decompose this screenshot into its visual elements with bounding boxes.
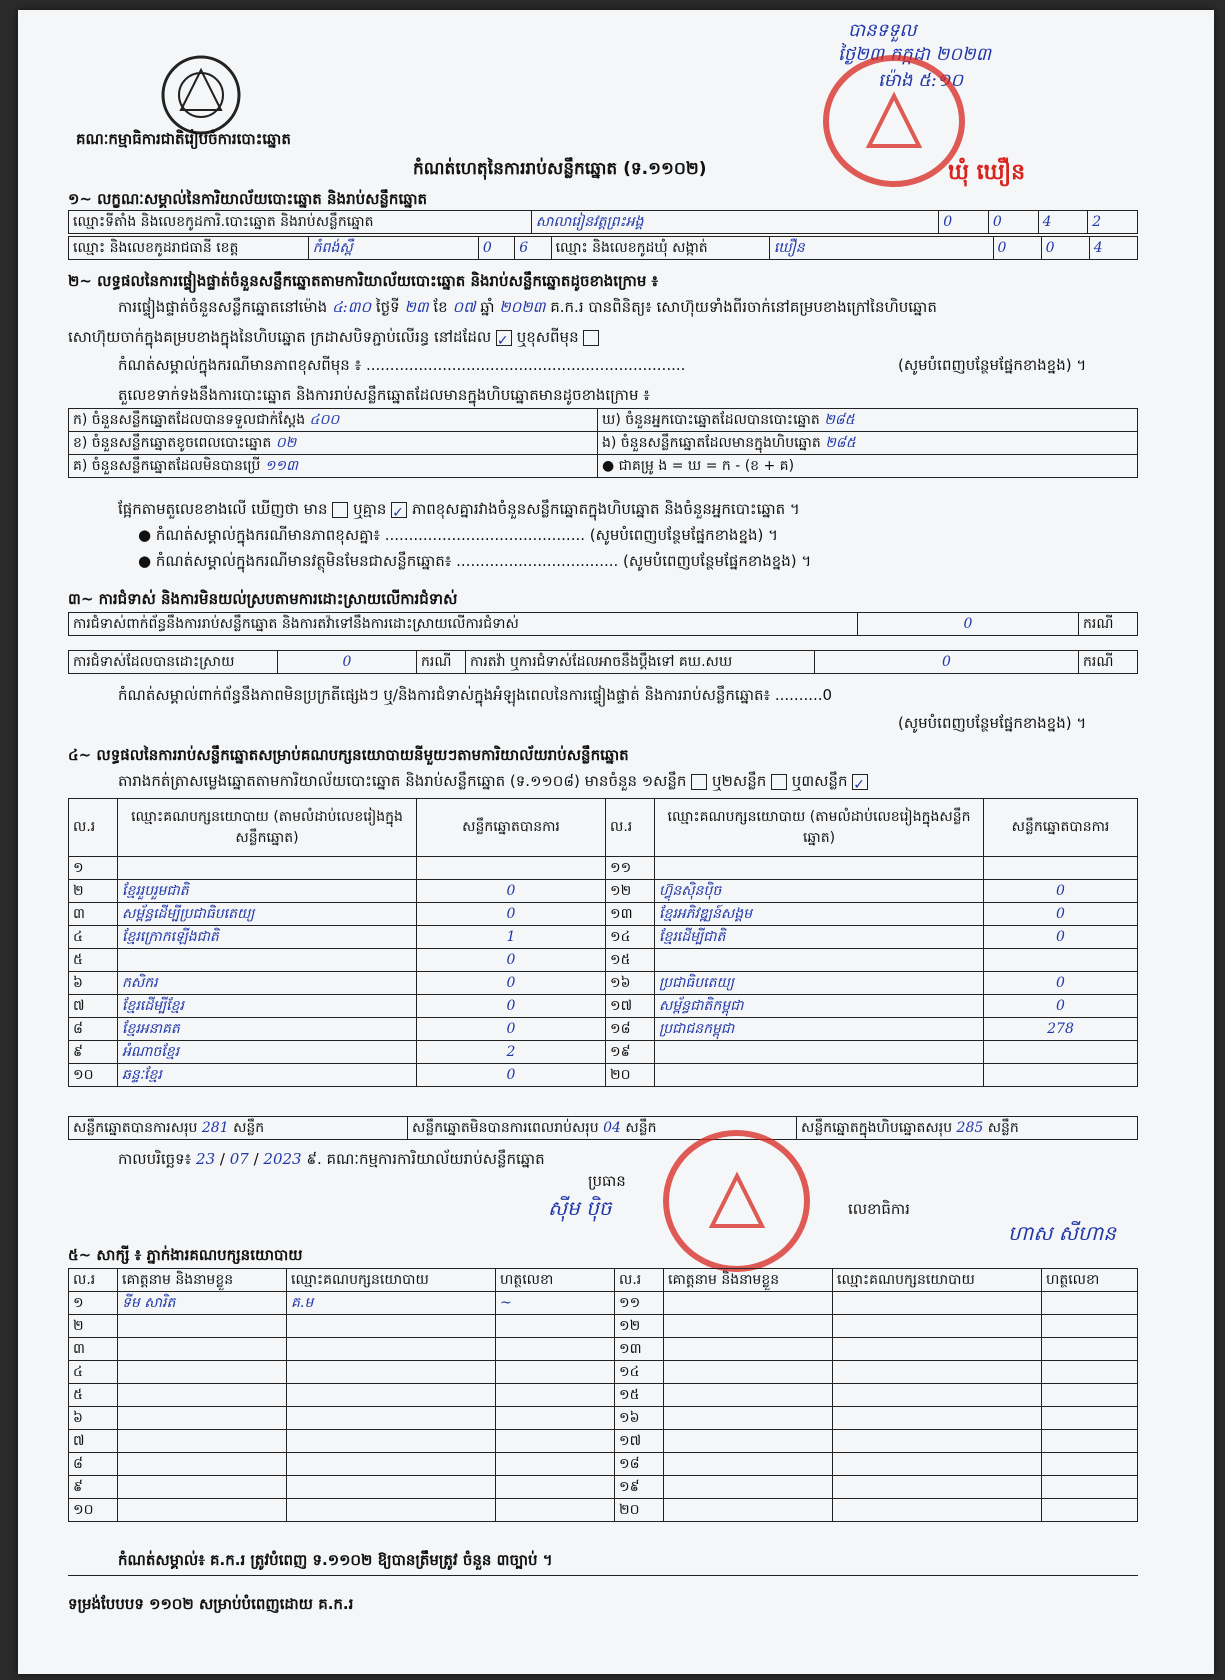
- complaint-unit: ករណី: [1079, 613, 1138, 636]
- code-digit: 0: [993, 237, 1041, 260]
- code-digit: 0: [939, 211, 989, 234]
- party-votes: 0: [984, 926, 1138, 949]
- witness-party: [287, 1315, 496, 1338]
- row-number: ២: [69, 880, 118, 903]
- text: សន្លឹកឆ្នោតមិនបានការពេលរាប់សរុប: [412, 1119, 599, 1136]
- table-row: [69, 1292, 1138, 1315]
- row-number: ១១: [615, 1292, 664, 1315]
- in-box-value: 285: [956, 1119, 984, 1136]
- col-header: ល.រ: [69, 1269, 118, 1292]
- witness-party: [833, 1338, 1042, 1361]
- reconciliation-table: [68, 408, 1138, 478]
- received-time: ម៉ោង ៥:១០: [878, 70, 964, 91]
- section-3-note: កំណត់សម្គាល់ពាក់ព័ន្ធនឹងភាពមិនប្រក្រតីផ្សេងៗ ឬ/និងការជំទាស់ក្នុងអំឡុងពេលនៃការផ្ទៀងផ្ទាត់ និងការរាប់សន្លឹកឆ្នោត៖ ..........0: [118, 686, 833, 704]
- row-number: ៨: [69, 1018, 118, 1041]
- col-header: ឈ្មោះគណបក្សនយោបាយ: [287, 1269, 496, 1292]
- witness-signature: [496, 1430, 615, 1453]
- complaint-value: 0: [858, 613, 1079, 636]
- row-number: ១៧: [615, 1430, 664, 1453]
- text: សន្លឹក: [987, 1119, 1019, 1136]
- row-number: ១៩: [606, 1041, 655, 1064]
- witness-name: [664, 1476, 833, 1499]
- text: សន្លឹក: [625, 1119, 657, 1136]
- reconcile-value: ២៨៥: [824, 411, 855, 428]
- witness-signature: [1042, 1430, 1138, 1453]
- party-name: [655, 949, 984, 972]
- party-name: [118, 857, 417, 880]
- witness-party: [833, 1476, 1042, 1499]
- table-row: [69, 1476, 1138, 1499]
- party-votes: 278: [984, 1018, 1138, 1041]
- code-digit: 0: [478, 237, 514, 260]
- party-name: សម្ព័ន្ធជាតិកម្ពុជា: [655, 995, 984, 1018]
- party-votes: 0: [417, 1018, 606, 1041]
- count-year: ២០២៣: [499, 298, 546, 316]
- date-day: 23: [196, 1150, 216, 1168]
- seal-emblem-icon: [859, 91, 929, 151]
- row-number: ១១: [606, 857, 655, 880]
- party-name: ហ៊្វុនស៊ិនប៉ិច: [655, 880, 984, 903]
- date-year: 2023: [263, 1150, 302, 1168]
- complaint-value: 0: [278, 651, 417, 674]
- table-row: [69, 1361, 1138, 1384]
- commune-name-stamp: ឃុំ ឃឿន: [948, 160, 1026, 185]
- witness-signature: [1042, 1361, 1138, 1384]
- reconcile-value: ០២: [275, 434, 297, 451]
- text: ភាពខុសគ្នារវាងចំនួនសន្លឹកឆ្នោតក្នុងហិបឆ្នោត និងចំនួនអ្នកបោះឆ្នោត ។: [411, 500, 800, 518]
- witness-party: [833, 1292, 1042, 1315]
- col-header: ឈ្មោះគណបក្សនយោបាយ (តាមលំដាប់លេខរៀងក្នុងសន្លឹកឆ្នោត): [118, 799, 417, 857]
- witness-party: [833, 1361, 1042, 1384]
- party-votes: 0: [417, 1064, 606, 1087]
- form-title: កំណត់ហេតុនៃការរាប់សន្លឹកឆ្នោត (ទ.១១០២): [413, 159, 707, 179]
- seal-not-intact-checkbox[interactable]: [583, 330, 599, 346]
- witness-party: [287, 1361, 496, 1384]
- party-votes: 0: [984, 903, 1138, 926]
- witness-name: [664, 1499, 833, 1522]
- witness-party: [287, 1476, 496, 1499]
- party-votes: 2: [417, 1041, 606, 1064]
- col-header: ឈ្មោះគណបក្សនយោបាយ: [833, 1269, 1042, 1292]
- total-cast-value: 281: [201, 1119, 229, 1136]
- party-name: កសិករ: [118, 972, 417, 995]
- col-header: សន្លឹកឆ្នោតបានការ: [417, 799, 606, 857]
- witness-name: [664, 1407, 833, 1430]
- witness-signature: [1042, 1338, 1138, 1361]
- party-votes: 0: [417, 880, 606, 903]
- witness-table: [68, 1268, 1138, 1522]
- section-2-title: ២~ លទ្ធផលនៃការផ្ទៀងផ្ទាត់ចំនួនសន្លឹកឆ្នោតតាមការិយាល័យបោះឆ្នោត និងរាប់សន្លឹកឆ្នោតដូចខាងក្រោម ៖: [68, 272, 659, 290]
- witness-signature: [496, 1315, 615, 1338]
- party-votes: [984, 949, 1138, 972]
- col-header: ល.រ: [606, 799, 655, 857]
- table-row: [69, 1041, 1138, 1064]
- commune-seal-top: [823, 55, 965, 187]
- secretary-name: ហាស សីហាន: [1008, 1221, 1116, 1245]
- party-name: [655, 1041, 984, 1064]
- witness-party: [287, 1384, 496, 1407]
- witness-signature: [1042, 1453, 1138, 1476]
- section-3-hint: (សូមបំពេញបន្ថែមផ្នែកខាងខ្នង) ។: [898, 714, 1087, 732]
- party-name: ប្រជាធិបតេយ្យ: [655, 972, 984, 995]
- party-name: ឆន្ទៈខ្មែរ: [118, 1064, 417, 1087]
- chair-label: ប្រធាន: [588, 1172, 626, 1190]
- table-row: [69, 1064, 1138, 1087]
- polling-station-label: ឈ្មោះទីតាំង និងលេខកូដការិ.បោះឆ្នោត និងរាប់សន្លឹកឆ្នោត: [69, 211, 532, 234]
- row-number: ១៣: [606, 903, 655, 926]
- witness-party: [287, 1430, 496, 1453]
- section-4-title: ៤~ លទ្ធផលនៃការរាប់សន្លឹកឆ្នោតសម្រាប់គណបក្សនយោបាយនីមួយៗតាមការិយាល័យរាប់សន្លឹកឆ្នោត: [68, 746, 629, 764]
- witness-name: [664, 1338, 833, 1361]
- footer-form-ref: ទម្រង់បែបបទ ១១០២ សម្រាប់បំពេញដោយ គ.ក.រ: [68, 1595, 354, 1613]
- witness-signature: [496, 1361, 615, 1384]
- witness-name: [664, 1361, 833, 1384]
- col-header: ហត្ថលេខា: [496, 1269, 615, 1292]
- col-header: សន្លឹកឆ្នោតបានការ: [984, 799, 1138, 857]
- ballot-form-page: [18, 10, 1214, 1674]
- province-label: ឈ្មោះ និងលេខកូដរាជធានី ខេត្ត: [69, 237, 309, 260]
- code-digit: 0: [1041, 237, 1089, 260]
- province-value: កំពង់ស្ពឺ: [308, 237, 478, 260]
- witness-name: [664, 1384, 833, 1407]
- party-votes: [984, 1064, 1138, 1087]
- party-name: ខ្មែររួបរួមជាតិ: [118, 880, 417, 903]
- table-row: [69, 926, 1138, 949]
- witness-party: [833, 1407, 1042, 1430]
- witness-name: [118, 1499, 287, 1522]
- commune-value: ឃឿន: [769, 237, 993, 260]
- code-digit: 0: [988, 211, 1038, 234]
- section-1-title: ១~ លក្ខណៈសម្គាល់នៃការិយាល័យបោះឆ្នោត និងរាប់សន្លឹកឆ្នោត: [68, 190, 428, 208]
- secretary-label: លេខាធិការ: [848, 1200, 910, 1218]
- code-digit: 2: [1088, 211, 1138, 234]
- footer-note: កំណត់សម្គាល់៖ គ.ក.រ ត្រូវបំពេញ ទ.១១០២ ឱ្យបានត្រឹមត្រូវ ចំនួន ៣ច្បាប់ ។: [118, 1551, 553, 1569]
- text: ខែ: [433, 298, 448, 316]
- row-number: ១៨: [606, 1018, 655, 1041]
- text: សោហ៊ុយចាក់ក្នុងគម្របខាងក្នុងនៃហិបឆ្នោត ក្រដាសបិទភ្ជាប់លើរន្ធ នៅដដែល: [68, 328, 492, 346]
- received-note: បានទទួល: [848, 20, 917, 41]
- code-digit: 4: [1089, 237, 1137, 260]
- seal-emblem-icon: [702, 1171, 772, 1231]
- section-1-table: [68, 210, 1138, 234]
- party-name: ខ្មែរអនាគត: [118, 1018, 417, 1041]
- date-month: 07: [229, 1150, 249, 1168]
- section-4-sub: [118, 772, 868, 794]
- table-row: [69, 1315, 1138, 1338]
- received-date: ថ្ងៃ២៣ កក្កដា ២០២៣: [838, 44, 991, 65]
- col-header: ល.រ: [615, 1269, 664, 1292]
- witness-signature: [496, 1453, 615, 1476]
- row-number: ៥: [69, 1384, 118, 1407]
- col-header: ល.រ: [69, 799, 118, 857]
- row-number: ៣: [69, 903, 118, 926]
- party-votes: 0: [417, 972, 606, 995]
- table-row: [69, 1407, 1138, 1430]
- text: ៩. គណៈកម្មការការិយាល័យរាប់សន្លឹកឆ្នោត: [306, 1150, 545, 1168]
- row-number: ៦: [69, 972, 118, 995]
- witness-party: [833, 1384, 1042, 1407]
- witness-signature: [496, 1476, 615, 1499]
- witness-signature: [496, 1338, 615, 1361]
- count-day: ២៣: [404, 298, 429, 316]
- party-votes: 0: [984, 972, 1138, 995]
- reconcile-value: ២៨៥: [825, 434, 856, 451]
- row-number: ៣: [69, 1338, 118, 1361]
- section-2-note-hint: (សូមបំពេញបន្ថែមផ្នែកខាងខ្នង) ។: [898, 356, 1087, 374]
- witness-signature: [1042, 1407, 1138, 1430]
- row-number: ៦: [69, 1407, 118, 1430]
- party-votes: 0: [417, 949, 606, 972]
- table-row: [69, 1018, 1138, 1041]
- row-number: ២០: [615, 1499, 664, 1522]
- table-row: [69, 949, 1138, 972]
- reconcile-value: ៤០០: [309, 411, 340, 428]
- totals-table: [68, 1116, 1138, 1140]
- table-row: [69, 1338, 1138, 1361]
- text: ផ្អែកតាមតួលេខខាងលើ ឃើញថា មាន: [118, 500, 328, 518]
- witness-name: [664, 1430, 833, 1453]
- witness-name: [664, 1292, 833, 1315]
- witness-party: [287, 1407, 496, 1430]
- seal-intact-checkbox[interactable]: [496, 330, 512, 346]
- row-number: ១២: [606, 880, 655, 903]
- col-header: ហត្ថលេខា: [1042, 1269, 1138, 1292]
- row-number: ៧: [69, 995, 118, 1018]
- text: សន្លឹកឆ្នោតបានការសរុប: [73, 1119, 198, 1136]
- text: ឬ២សន្លឹក: [712, 772, 767, 790]
- row-number: ១៦: [606, 972, 655, 995]
- count-month: ០៧: [452, 298, 476, 316]
- party-name: ប្រជាជនកម្ពុជា: [655, 1018, 984, 1041]
- witness-name: [118, 1476, 287, 1499]
- table-row: [69, 1499, 1138, 1522]
- row-number: ១៥: [615, 1384, 664, 1407]
- witness-signature: [496, 1407, 615, 1430]
- text: ការផ្ទៀងផ្ទាត់ចំនួនសន្លឹកឆ្នោតនៅម៉ោង: [118, 298, 328, 316]
- party-votes: [417, 857, 606, 880]
- table-row: [69, 995, 1138, 1018]
- party-name: [118, 949, 417, 972]
- text: ឬ៣សន្លឹក: [791, 772, 848, 790]
- row-number: ៤: [69, 926, 118, 949]
- party-name: ខ្មែរក្រោកឡើងជាតិ: [118, 926, 417, 949]
- complaint-label: ការជំទាស់ពាក់ព័ន្ធនឹងការរាប់សន្លឹកឆ្នោត និងការតវ៉ាទៅនឹងការដោះស្រាយលើការជំទាស់: [69, 613, 858, 636]
- row-number: ១៤: [615, 1361, 664, 1384]
- diff-note-2: ● កំណត់សម្គាល់ក្នុងករណីមានវត្ថុមិនមែនជាសន្លឹកឆ្នោត៖ .................................. (សូមបំពេញបន្ថែមផ្នែកខាងខ្នង) ។: [138, 552, 812, 570]
- witness-signature: [1042, 1315, 1138, 1338]
- witness-name: [118, 1315, 287, 1338]
- text: ថ្ងៃទី: [375, 298, 400, 316]
- row-number: ១៣: [615, 1338, 664, 1361]
- table-row: [69, 1384, 1138, 1407]
- complaints-table: [68, 612, 1138, 636]
- witness-name: [118, 1430, 287, 1453]
- witness-signature: [496, 1499, 615, 1522]
- sheets-3-checkbox[interactable]: [852, 774, 868, 790]
- nec-emblem-icon: [156, 50, 246, 140]
- text: ឬខុសពីមុន: [516, 328, 579, 346]
- row-number: ១៩: [615, 1476, 664, 1499]
- sheets-2-checkbox[interactable]: [771, 774, 787, 790]
- table-row: [69, 880, 1138, 903]
- diff-no-checkbox[interactable]: [391, 502, 407, 518]
- witness-name: [118, 1407, 287, 1430]
- commune-label: ឈ្មោះ និងលេខកូដឃុំ សង្កាត់: [551, 237, 769, 260]
- section-1-table-row2: [68, 236, 1138, 260]
- party-name: ខ្មែរដើម្បីជាតិ: [655, 926, 984, 949]
- reconcile-label: ឃ) ចំនួនអ្នកបោះឆ្នោតដែលបានបោះឆ្នោត: [602, 411, 820, 428]
- party-name: សម្ព័ន្ធដើម្បីប្រជាធិបតេយ្យ: [118, 903, 417, 926]
- party-name: ខ្មែរដើម្បីខ្មែរ: [118, 995, 417, 1018]
- witness-signature: ~: [496, 1292, 615, 1315]
- complaints-table-row2: [68, 650, 1138, 674]
- table-row: [69, 972, 1138, 995]
- party-votes: 0: [417, 903, 606, 926]
- witness-signature: [1042, 1476, 1138, 1499]
- text: ឬគ្មាន: [353, 500, 387, 518]
- party-votes: [984, 1041, 1138, 1064]
- reconcile-formula: ● ជាគម្រូ ង = ឃ = ក - (ខ + គ): [598, 455, 1138, 478]
- complaint-value: 0: [815, 651, 1079, 674]
- party-name: [655, 857, 984, 880]
- text: កាលបរិច្ឆេទ៖: [118, 1150, 192, 1168]
- col-header: គោត្តនាម និងនាមខ្លួន: [664, 1269, 833, 1292]
- row-number: ១: [69, 857, 118, 880]
- complaint-label: ការជំទាស់ដែលបានដោះស្រាយ: [69, 651, 278, 674]
- divider: [68, 1575, 1138, 1576]
- complaint-label: ការតវ៉ា ឬការជំទាស់ដែលអាចនឹងប្តឹងទៅ គឃ.សឃ: [466, 651, 815, 674]
- row-number: ២: [69, 1315, 118, 1338]
- row-number: ១៥: [606, 949, 655, 972]
- row-number: ៧: [69, 1430, 118, 1453]
- col-header: ឈ្មោះគណបក្សនយោបាយ (តាមលំដាប់លេខរៀងក្នុងសន្លឹកឆ្នោត): [655, 799, 984, 857]
- party-votes: 1: [417, 926, 606, 949]
- reconcile-label: គ) ចំនួនសន្លឹកឆ្នោតដែលមិនបានប្រើ: [73, 457, 261, 474]
- sheets-1-checkbox[interactable]: [691, 774, 707, 790]
- witness-party: [833, 1315, 1042, 1338]
- party-votes: 0: [984, 995, 1138, 1018]
- party-name: ខ្មែរអភិវឌ្ឍន៍សង្គម: [655, 903, 984, 926]
- witness-party: [833, 1430, 1042, 1453]
- row-number: ១៦: [615, 1407, 664, 1430]
- reconcile-label: ង) ចំនួនសន្លឹកឆ្នោតដែលមានក្នុងហិបឆ្នោត: [602, 434, 821, 451]
- witness-name: [664, 1453, 833, 1476]
- text: សន្លឹក: [233, 1119, 265, 1136]
- diff-note-1: ● កំណត់សម្គាល់ក្នុងករណីមានភាពខុសគ្នា៖ .......................................... (សូមបំពេញបន្ថែមផ្នែកខាងខ្នង) ។: [138, 526, 778, 544]
- witness-signature: [1042, 1292, 1138, 1315]
- date-line: កាលបរិច្ឆេទ៖ 23 / 07 / 2023 ៩. គណៈកម្មការការិយាល័យរាប់សន្លឹកឆ្នោត: [118, 1150, 545, 1168]
- col-header: គោត្តនាម និងនាមខ្លួន: [118, 1269, 287, 1292]
- witness-name: [664, 1315, 833, 1338]
- row-number: ៩: [69, 1476, 118, 1499]
- witness-signature: [496, 1384, 615, 1407]
- row-number: ១៤: [606, 926, 655, 949]
- row-number: ៨: [69, 1453, 118, 1476]
- reconcile-label: ខ) ចំនួនសន្លឹកឆ្នោតខូចពេលបោះឆ្នោត: [73, 434, 272, 451]
- complaint-unit: ករណី: [1079, 651, 1138, 674]
- party-votes-table: [68, 798, 1138, 1087]
- witness-name: ទីម សារិត: [118, 1292, 287, 1315]
- chair-signature: ស៊ីម ប៉ិច: [548, 1196, 612, 1220]
- row-number: ៤: [69, 1361, 118, 1384]
- complaint-unit: ករណី: [417, 651, 466, 674]
- table-row: [69, 857, 1138, 880]
- polling-station-value: សាលារៀនវត្តព្រះអង្គ: [531, 211, 939, 234]
- party-votes: 0: [984, 880, 1138, 903]
- section-2-note: កំណត់សម្គាល់ក្នុងករណីមានភាពខុសពីមុន ៖ ...................................................................: [118, 356, 686, 374]
- witness-party: [833, 1453, 1042, 1476]
- count-time: ៤:៣០: [331, 298, 372, 316]
- witness-party: [287, 1499, 496, 1522]
- reconcile-label: ក) ចំនួនសន្លឹកឆ្នោតដែលបានទទួលជាក់ស្តែង: [73, 411, 306, 428]
- text: គ.ក.រ បានពិនិត្យ៖ សោហ៊ុយទាំងពីរចាក់នៅគម្របខាងក្រៅនៃហិបឆ្នោត: [550, 298, 937, 316]
- row-number: ៥: [69, 949, 118, 972]
- witness-name: [118, 1338, 287, 1361]
- witness-party: [287, 1338, 496, 1361]
- code-digit: 6: [515, 237, 551, 260]
- table-row: [69, 1430, 1138, 1453]
- committee-name: គណៈកម្មាធិការជាតិរៀបចំការបោះឆ្នោត: [76, 130, 291, 148]
- section-2-line-1: [118, 298, 937, 320]
- row-number: ១២: [615, 1315, 664, 1338]
- section-2-reconcile: តួលេខទាក់ទងនឹងការបោះឆ្នោត និងការរាប់សន្លឹកឆ្នោតដែលមានក្នុងហិបឆ្នោតមានដូចខាងក្រោម ៖: [118, 386, 650, 404]
- witness-name: [118, 1384, 287, 1407]
- party-name: អំណាចខ្មែរ: [118, 1041, 417, 1064]
- unused-value: 04: [603, 1119, 621, 1136]
- section-5-title: ៥~ សាក្សី ៖ ភ្នាក់ងារគណបក្សនយោបាយ: [68, 1246, 303, 1264]
- witness-signature: [1042, 1384, 1138, 1407]
- table-row: [69, 1453, 1138, 1476]
- witness-name: [118, 1361, 287, 1384]
- row-number: ១៧: [606, 995, 655, 1018]
- table-row: [69, 903, 1138, 926]
- witness-party: [833, 1499, 1042, 1522]
- section-2-line-2: [68, 328, 599, 350]
- committee-seal: [663, 1130, 810, 1272]
- row-number: ១: [69, 1292, 118, 1315]
- section-3-title: ៣~ ការជំទាស់ និងការមិនយល់ស្របតាមការដោះស្រាយលើការជំទាស់: [68, 590, 458, 608]
- row-number: ៩: [69, 1041, 118, 1064]
- row-number: ២០: [606, 1064, 655, 1087]
- witness-party: គ.ម: [287, 1292, 496, 1315]
- text: សន្លឹកឆ្នោតក្នុងហិបឆ្នោតសរុប: [801, 1119, 953, 1136]
- witness-signature: [1042, 1499, 1138, 1522]
- diff-yes-checkbox[interactable]: [332, 502, 348, 518]
- text: ឆ្នាំ: [480, 298, 495, 316]
- party-votes: 0: [417, 995, 606, 1018]
- code-digit: 4: [1038, 211, 1088, 234]
- witness-name: [118, 1453, 287, 1476]
- difference-line: [118, 500, 800, 522]
- party-name: [655, 1064, 984, 1087]
- row-number: ១០: [69, 1064, 118, 1087]
- row-number: ១៨: [615, 1453, 664, 1476]
- text: តារាងកត់ត្រាសម្លេងឆ្នោតតាមការិយាល័យបោះឆ្នោត និងរាប់សន្លឹកឆ្នោត (ទ.១១០៨) មានចំនួន ១សន្លឹក: [118, 772, 687, 790]
- witness-party: [287, 1453, 496, 1476]
- party-votes: [984, 857, 1138, 880]
- reconcile-value: ១១៣: [264, 457, 298, 474]
- row-number: ១០: [69, 1499, 118, 1522]
